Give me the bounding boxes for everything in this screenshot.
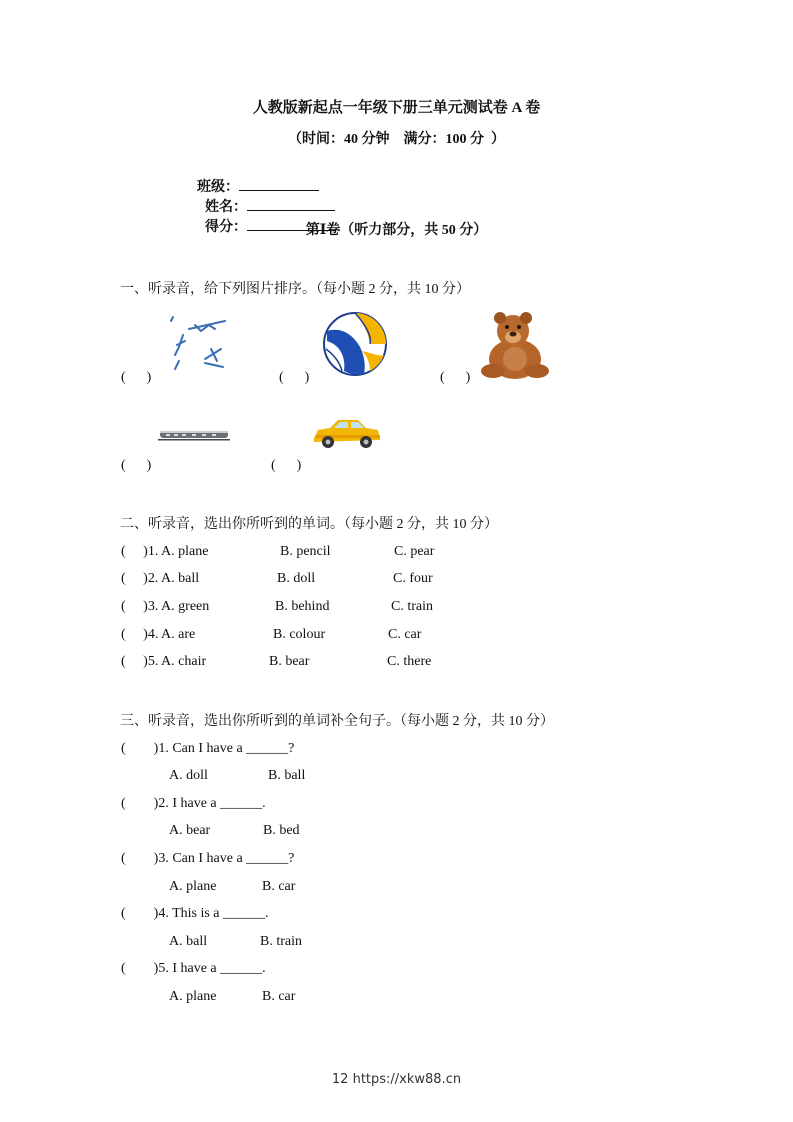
s3-q2-option-a: A. bear (169, 823, 211, 838)
s3-q1-option-a: A. doll (169, 768, 208, 783)
s2-q4-option-c: C. car (388, 627, 422, 642)
s3-q5-option-a: A. plane (169, 989, 217, 1004)
s3-q2-stem[interactable]: ( )2. I have a ______. (121, 796, 266, 811)
class-blank[interactable] (239, 176, 319, 191)
picture-bracket-4[interactable]: ( ) (121, 458, 152, 473)
picture-bracket-5[interactable]: ( ) (271, 458, 302, 473)
class-label: 班级： (197, 180, 239, 195)
s2-q4-stem[interactable]: ( )4. A. are (121, 627, 196, 642)
name-blank[interactable] (247, 196, 335, 211)
s2-q5-option-c: C. there (387, 654, 432, 669)
exam-time-score: （时间：40 分钟 满分：100 分 ） (288, 132, 505, 147)
taxi-car-picture (308, 418, 384, 450)
s2-q2-option-b: B. doll (277, 571, 316, 586)
s2-q1-option-b: B. pencil (280, 544, 331, 559)
picture-bracket-2[interactable]: ( ) (279, 370, 310, 385)
s3-q4-stem[interactable]: ( )4. This is a ______. (121, 906, 269, 921)
s3-q5-option-b: B. car (262, 989, 296, 1004)
s2-q4-option-b: B. colour (273, 627, 326, 642)
name-label: 姓名： (205, 200, 247, 215)
picture-bracket-3[interactable]: ( ) (440, 370, 471, 385)
s3-q4-option-b: B. train (260, 934, 302, 949)
s2-q3-option-c: C. train (391, 599, 433, 614)
s2-q1-stem[interactable]: ( )1. A. plane (121, 544, 209, 559)
s2-q2-stem[interactable]: ( )2. A. ball (121, 571, 200, 586)
s3-q3-stem[interactable]: ( )3. Can I have a ______? (121, 851, 295, 866)
volume-heading: 第Ⅰ卷（听力部分，共 50 分） (305, 223, 488, 238)
s3-q4-option-a: A. ball (169, 934, 208, 949)
page-title: 人教版新起点一年级下册三单元测试卷 A 卷 (252, 100, 541, 116)
train-picture (158, 428, 230, 442)
picture-bracket-1[interactable]: ( ) (121, 370, 152, 385)
s3-q3-option-a: A. plane (169, 879, 217, 894)
s2-q5-stem[interactable]: ( )5. A. chair (121, 654, 207, 669)
volleyball-picture (322, 311, 388, 377)
section2-heading: 二、听录音，选出你所听到的单词。（每小题 2 分，共 10 分） (120, 517, 498, 532)
s3-q1-option-b: B. ball (268, 768, 306, 783)
section3-heading: 三、听录音，选出你所听到的单词补全句子。（每小题 2 分，共 10 分） (120, 714, 554, 729)
s3-q1-stem[interactable]: ( )1. Can I have a ______? (121, 741, 295, 756)
s2-q3-option-b: B. behind (275, 599, 330, 614)
section1-heading: 一、听录音，给下列图片排序。（每小题 2 分，共 10 分） (120, 282, 470, 297)
s3-q3-option-b: B. car (262, 879, 296, 894)
s2-q5-option-b: B. bear (269, 654, 310, 669)
score-label: 得分： (205, 220, 247, 235)
s2-q2-option-c: C. four (393, 571, 433, 586)
page-footer: 12 https://xkw88.cn (331, 1072, 462, 1087)
s2-q1-option-c: C. pear (394, 544, 435, 559)
bear-picture (475, 311, 553, 381)
s3-q5-stem[interactable]: ( )5. I have a ______. (121, 961, 266, 976)
s3-q2-option-b: B. bed (263, 823, 300, 838)
s2-q3-stem[interactable]: ( )3. A. green (121, 599, 210, 614)
plane-picture (165, 315, 230, 375)
